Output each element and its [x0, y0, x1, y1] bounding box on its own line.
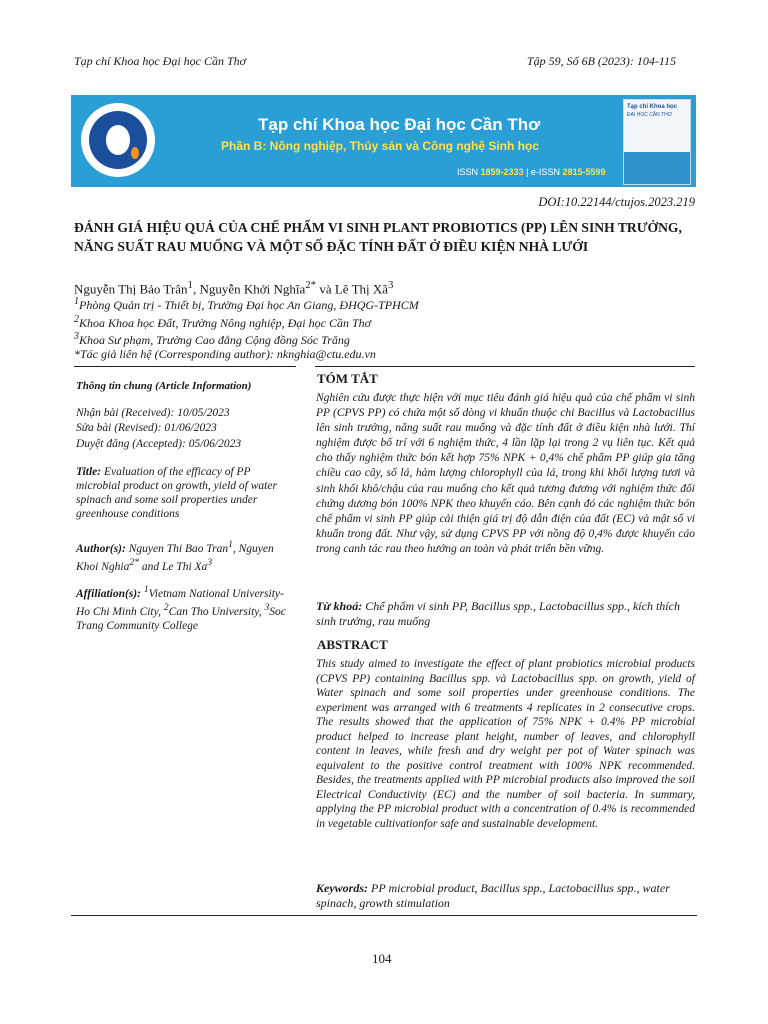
tomtat-body: Nghiên cứu được thực hiện với mục tiêu đánh giá hiệu quả của chế phẩm vi sinh PP (CPVS PP) có chứa một số dòng vi khuẩn thuộc chi Bacillus và Lactobacillus lên sinh trưởng, năng suất rau muống và đặc tính đất ở điều kiện nhà lưới. Thí nghiệm được bố trí với 6 nghiệm thức, 4 lần lặp lại trong 2 vụ liên tục. Kết quả cho thấy nghiệm thức bón kết hợp 75% NPK + 0,4% chế phẩm PP giúp gia tăng chiều cao cây, số lá, hàm lượng chlorophyll của lá, trong khi khối lượng tươi và sinh khối khô/chậu của rau muống cho kết quả tương đương với nghiệm thức đối chứng dương bón 100% NPK theo khuyến cáo. Bên cạnh đó các nghiệm thức bón chế phẩm vi sinh PP giúp cải thiện giá trị độ dẫn điện của đất (EC) và mật số vi khuẩn trong đất. Như vậy, sử dụng CPVS PP với nồng độ 0,4% được khuyến cáo trong canh tác rau theo hướng an toàn và phát triển bền vững. — [316, 392, 695, 555]
divider-bottom — [71, 915, 697, 916]
english-title: Title: Evaluation of the efficacy of PP microbial product on growth, yield of water spinach and some soil properties under greenhouse conditions — [76, 466, 277, 520]
date-received: Nhận bài (Received): 10/05/2023 — [76, 407, 230, 419]
author-list: Nguyễn Thị Bảo Trân$^1$, Nguyễn Khởi Nghĩa$^{2*}$ và Lê Thị $Xã^3$ — [74, 279, 394, 297]
cover-title: Tạp chí Khoa học — [627, 104, 678, 110]
banner-subtitle: Phần B: Nông nghiệp, Thủy sản và Công nghệ Sinh học — [221, 139, 539, 153]
abstract-heading: ABSTRACT — [317, 637, 388, 652]
article-info-heading: Thông tin chung (Article Information) — [76, 380, 252, 392]
date-accepted: Duyệt đăng (Accepted): 05/06/2023 — [76, 438, 242, 450]
affiliation-3: $^3$Khoa Sư phạm, Trường Cao đẳng Cộng đồng Sóc Trăng — [74, 331, 350, 347]
journal-banner — [71, 95, 696, 187]
page-number: 104 — [372, 951, 392, 966]
running-header-volume: Tập 59, Số 6B (2023): 104-115 — [526, 54, 676, 68]
abstract-body: This study aimed to investigate the effect of plant probiotics microbial products (CPVS PP) containing Bacillus spp. và Lactobacillus spp. on growth, yield of Water spinach and some soil properties under greenhouse conditions. The experiment was arranged with 6 treatments 4 replicates in 2 consecutive crops. The results showed that the application of 75% NPK + 0.4% PP microbial product helped to increase plant height, number of leaves, and chlorophyll content in leaves, while fresh and dry weight per pot of Water spinach was equivalent to the positive control treatment with 100% NPK recommended. Besides, the treatments applied with PP microbial products also improved the soil Electrical Conductivity (EC) and the number of soil bacteria. In summary, applying the PP microbial product with a concentration of 0.4% is recommended in vegetable cultivationfor safe and sustainable development. — [316, 658, 695, 830]
keywords-vietnamese: Từ khoá: Chế phẩm vi sinh PP, Bacillus spp., Lactobacillus spp., kích thích sinh trưởng, rau muống — [316, 599, 680, 628]
university-logo — [81, 103, 155, 177]
affiliation-2: $^2$Khoa Khoa học Đất, Trường Nông nghiệp, Đại học Cần Thơ — [74, 314, 372, 330]
divider-left — [74, 366, 296, 367]
banner-title: Tạp chí Khoa học Đại học Cần Thơ — [258, 115, 541, 134]
article-title: ĐÁNH GIÁ HIỆU QUẢ CỦA CHẾ PHẨM VI SINH PLANT PROBIOTICS (PP) LÊN SINH TRƯỞNG, NĂNG SUẤT RAU MUỐNG VÀ MỘT SỐ ĐẶC TÍNH ĐẤT Ở ĐIỀU KIỆN NHÀ LƯỚI — [74, 220, 682, 254]
cover-subtitle: ĐẠI HỌC CẦN THƠ — [627, 112, 673, 118]
tomtat-heading: TÓM TẮT — [317, 371, 378, 386]
running-header-journal: Tạp chí Khoa học Đại học Cần Thơ — [74, 54, 247, 68]
divider-right — [315, 366, 695, 367]
english-authors: Author(s): Nguyen Thi Bao Tran$^1$, Nguyen Khoi Nghia$^{2*}$ and Le Thi Xa$^3$ — [76, 539, 274, 573]
affiliation-1: $^1$Phòng Quản trị - Thiết bị, Trường Đại học An Giang, ĐHQG-TPHCM — [74, 296, 419, 312]
english-affiliations: Affiliation(s): $^1$Vietnam National University-Ho Chi Minh City, $^2$Can Tho University, $^3$Soc Trang Community College — [76, 584, 286, 632]
corresponding-author: *Tác giả liên hệ (Corresponding author): nknghia@ctu.edu.vn — [74, 347, 376, 361]
doi[interactable]: DOI:10.22144/ctujos.2023.219 — [538, 195, 695, 209]
date-revised: Sửa bài (Revised): 01/06/2023 — [76, 422, 217, 434]
banner-issn: ISSN 1859-2333 | e-ISSN 2815-5599 — [457, 167, 606, 177]
keywords-english: Keywords: PP microbial product, Bacillus spp., Lactobacillus spp., water spinach, growth stimulation — [316, 881, 670, 910]
